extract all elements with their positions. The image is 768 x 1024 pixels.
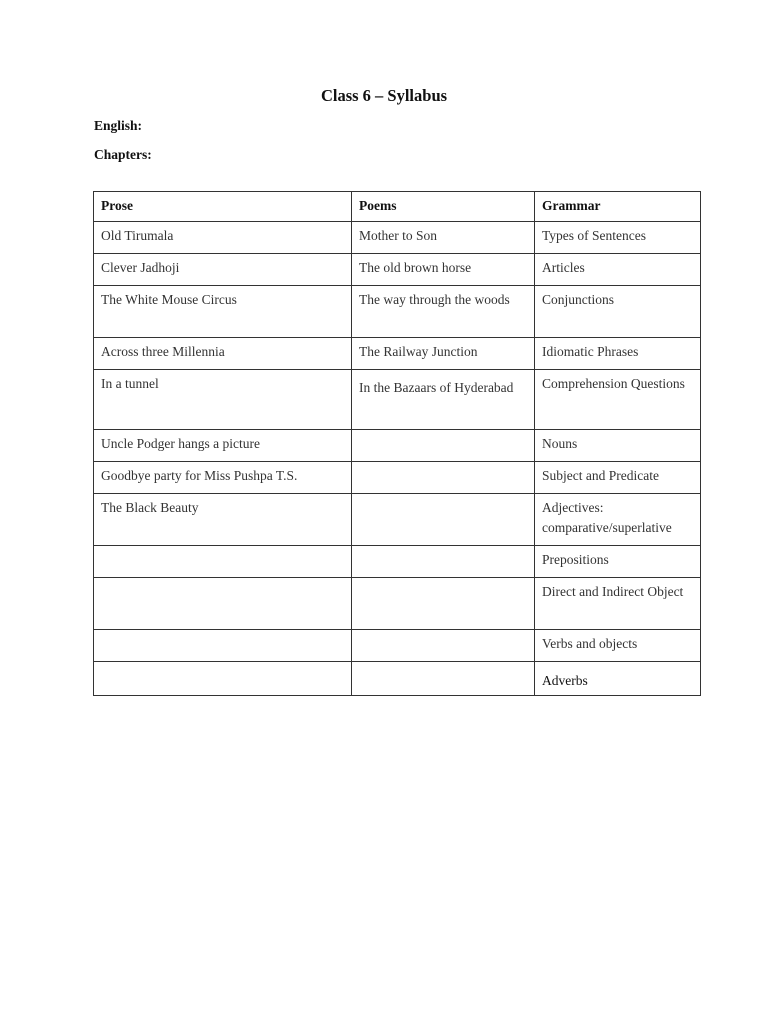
table-row (94, 222, 701, 254)
cell-poem (352, 578, 535, 630)
cell-poem (352, 370, 535, 430)
cell-prose: Old Tirumala (94, 222, 352, 254)
cell-grammar: Subject and Predicate (535, 462, 701, 494)
cell-prose (94, 630, 352, 662)
table-row (94, 578, 701, 630)
table-row (94, 338, 701, 370)
cell-grammar-text: Adverbs (542, 673, 588, 688)
cell-grammar: Idiomatic Phrases (535, 338, 701, 370)
cell-grammar: Articles (535, 254, 701, 286)
cell-grammar: Types of Sentences (535, 222, 701, 254)
cell-prose: The Black Beauty (94, 494, 352, 546)
cell-poem (352, 662, 535, 696)
cell-poem (352, 462, 535, 494)
cell-poem (352, 630, 535, 662)
header-poems: Poems (352, 192, 535, 222)
table-header-row (94, 192, 701, 222)
page-title: Class 6 – Syllabus (320, 86, 448, 105)
table-row (94, 462, 701, 494)
header-grammar: Grammar (535, 192, 701, 222)
table-row (94, 630, 701, 662)
cell-grammar: Direct and Indirect Object (535, 578, 701, 630)
table-row (94, 662, 701, 696)
cell-prose: Across three Millennia (94, 338, 352, 370)
cell-poem: The Railway Junction (352, 338, 535, 370)
cell-poem (352, 430, 535, 462)
cell-prose: The White Mouse Circus (94, 286, 352, 338)
syllabus-table (93, 191, 701, 696)
cell-poem (352, 546, 535, 578)
cell-prose (94, 546, 352, 578)
table-row (94, 430, 701, 462)
cell-prose: Goodbye party for Miss Pushpa T.S. (94, 462, 352, 494)
cell-grammar: Conjunctions (535, 286, 701, 338)
cell-poem: The way through the woods (352, 286, 535, 338)
cell-grammar (535, 662, 701, 696)
cell-grammar: Adjectives: comparative/superlative (535, 494, 701, 546)
cell-grammar: Verbs and objects (535, 630, 701, 662)
table-row (94, 286, 701, 338)
table-row (94, 546, 701, 578)
cell-prose: Clever Jadhoji (94, 254, 352, 286)
table-row (94, 494, 701, 546)
header-prose: Prose (94, 192, 352, 222)
subject-label: English: (94, 118, 143, 133)
chapters-label: Chapters: (94, 147, 152, 162)
cell-prose (94, 578, 352, 630)
cell-poem-text: In the Bazaars of Hyderabad (359, 380, 514, 395)
table-row (94, 254, 701, 286)
cell-grammar: Nouns (535, 430, 701, 462)
cell-poem: The old brown horse (352, 254, 535, 286)
cell-grammar: Prepositions (535, 546, 701, 578)
cell-poem: Mother to Son (352, 222, 535, 254)
cell-prose: In a tunnel (94, 370, 352, 430)
table-row (94, 370, 701, 430)
cell-poem (352, 494, 535, 546)
cell-grammar: Comprehension Questions (535, 370, 701, 430)
cell-prose: Uncle Podger hangs a picture (94, 430, 352, 462)
cell-prose (94, 662, 352, 696)
